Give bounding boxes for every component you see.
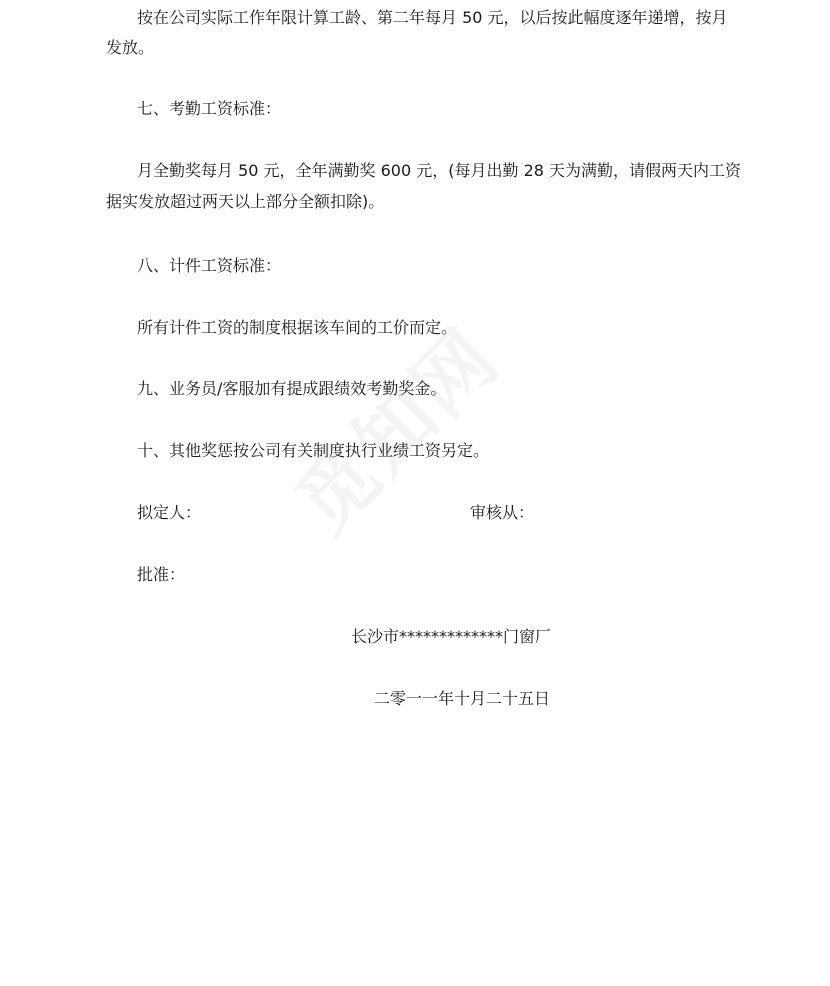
company-name: 长沙市*************门窗厂 [351, 627, 552, 646]
document-date: 二零一一年十月二十五日 [374, 689, 551, 708]
section10-text: 十、其他奖惩按公司有关制度执行业绩工资另定。 [137, 441, 490, 460]
section7-body-line2: 据实发放超过两天以上部分全额扣除)。 [106, 192, 385, 211]
seniority-paragraph-line1: 按在公司实际工作年限计算工龄、第二年每月 50 元，以后按此幅度逐年递增，按月 [137, 8, 728, 27]
reviewer-label: 审核从： [470, 503, 535, 522]
section7-heading: 七、考勤工资标准： [137, 99, 282, 118]
section7-body-line1: 月全勤奖每月 50 元，全年满勤奖 600 元，(每月出勤 28 天为满勤，请假两天内工资 [137, 161, 742, 180]
drafter-label: 拟定人： [137, 503, 202, 522]
section8-heading: 八、计件工资标准： [137, 256, 282, 275]
section9-text: 九、业务员/客服加有提成跟绩效考勤奖金。 [137, 379, 447, 398]
section8-body: 所有计件工资的制度根据该车间的工价而定。 [137, 318, 458, 337]
approver-label: 批准： [137, 565, 186, 584]
seniority-paragraph-line2: 发放。 [106, 38, 155, 57]
